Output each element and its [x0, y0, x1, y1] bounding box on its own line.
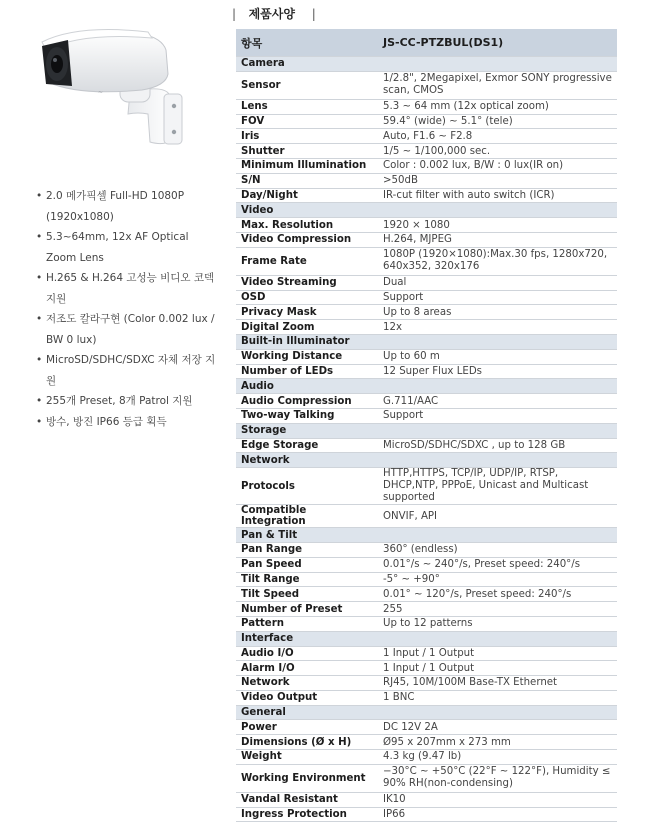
- spec-value: Up to 12 patterns: [378, 616, 617, 631]
- spec-key: Day/Night: [236, 188, 378, 203]
- spec-category-row: [236, 203, 617, 218]
- spec-category-label: Built-in Illuminator: [236, 334, 378, 349]
- spec-table-header: [236, 29, 617, 57]
- spec-table: [236, 29, 617, 822]
- spec-value: RJ45, 10M/100M Base-TX Ethernet: [378, 676, 617, 691]
- feature-item: • 저조도 칼라구현 (Color 0.002 lux / BW 0 lux): [36, 309, 221, 350]
- spec-value: Up to 8 areas: [378, 305, 617, 320]
- spec-value: H.264, MJPEG: [378, 232, 617, 247]
- spec-value: −30°C ~ +50°C (22°F ~ 122°F), Humidity ≤ 90% RH(non-condensing): [378, 764, 617, 792]
- spec-key: Max. Resolution: [236, 218, 378, 233]
- spec-row: [236, 290, 617, 305]
- spec-category-label: Storage: [236, 423, 378, 438]
- header-item-label: 항목: [236, 29, 378, 57]
- spec-value: 12x: [378, 320, 617, 335]
- spec-key: Audio Compression: [236, 394, 378, 409]
- spec-key: Minimum Illumination: [236, 158, 378, 173]
- spec-row: [236, 792, 617, 807]
- spec-category-row: [236, 453, 617, 468]
- spec-key: Number of LEDs: [236, 364, 378, 379]
- spec-key: Pattern: [236, 616, 378, 631]
- spec-key: Audio I/O: [236, 646, 378, 661]
- spec-category-label: Network: [236, 453, 378, 468]
- spec-key: Privacy Mask: [236, 305, 378, 320]
- spec-value: 1 BNC: [378, 690, 617, 705]
- spec-value: IK10: [378, 792, 617, 807]
- spec-category-row: [236, 334, 617, 349]
- spec-row: [236, 616, 617, 631]
- spec-row: [236, 275, 617, 290]
- spec-key: Working Distance: [236, 349, 378, 364]
- spec-row: [236, 173, 617, 188]
- spec-row: [236, 247, 617, 275]
- spec-row: [236, 158, 617, 173]
- spec-category-label: Camera: [236, 57, 378, 72]
- spec-key: Video Streaming: [236, 275, 378, 290]
- spec-value: 360° (endless): [378, 542, 617, 557]
- spec-row: [236, 408, 617, 423]
- spec-value: Color : 0.002 lux, B/W : 0 lux(IR on): [378, 158, 617, 173]
- title-divider-left: |: [232, 7, 237, 21]
- spec-row: [236, 394, 617, 409]
- feature-item: • H.265 & H.264 고성능 비디오 코덱 지원: [36, 268, 221, 309]
- spec-value: [378, 631, 617, 646]
- title-divider-right: |: [311, 7, 316, 21]
- spec-key: Pan Range: [236, 542, 378, 557]
- spec-category-label: Audio: [236, 379, 378, 394]
- spec-value: [378, 57, 617, 72]
- spec-key: FOV: [236, 114, 378, 129]
- spec-key: Edge Storage: [236, 438, 378, 453]
- spec-key: Number of Preset: [236, 602, 378, 617]
- spec-value: Dual: [378, 275, 617, 290]
- spec-category-row: [236, 379, 617, 394]
- spec-category-row: [236, 631, 617, 646]
- spec-value: [378, 334, 617, 349]
- spec-row: [236, 144, 617, 159]
- spec-value: 59.4° (wide) ~ 5.1° (tele): [378, 114, 617, 129]
- spec-value: MicroSD/SDHC/SDXC , up to 128 GB: [378, 438, 617, 453]
- spec-key: Lens: [236, 99, 378, 114]
- spec-value: ONVIF, API: [378, 505, 617, 528]
- spec-value: 1/2.8", 2Megapixel, Exmor SONY progressive scan, CMOS: [378, 71, 617, 99]
- spec-key: Ingress Protection: [236, 807, 378, 822]
- spec-row: [236, 438, 617, 453]
- spec-row: [236, 720, 617, 735]
- spec-row: [236, 505, 617, 528]
- feature-item: • 255개 Preset, 8개 Patrol 지원: [36, 391, 221, 412]
- feature-item: • 방수, 방진 IP66 등급 획득: [36, 412, 221, 433]
- spec-value: [378, 379, 617, 394]
- spec-key: Network: [236, 676, 378, 691]
- spec-row: [236, 542, 617, 557]
- feature-item: • 5.3~64mm, 12x AF Optical Zoom Lens: [36, 227, 221, 268]
- svg-text:~: ~: [98, 89, 104, 96]
- spec-row: [236, 232, 617, 247]
- spec-row: [236, 661, 617, 676]
- spec-value: 4.3 kg (9.47 lb): [378, 750, 617, 765]
- spec-value: HTTP,HTTPS, TCP/IP, UDP/IP, RTSP, DHCP,NTP, PPPoE, Unicast and Multicast supported: [378, 468, 617, 505]
- spec-category-row: [236, 528, 617, 543]
- spec-category-label: Video: [236, 203, 378, 218]
- spec-row: [236, 218, 617, 233]
- spec-value: 0.01°/s ~ 240°/s, Preset speed: 240°/s: [378, 557, 617, 572]
- spec-value: [378, 453, 617, 468]
- spec-value: IR-cut filter with auto switch (ICR): [378, 188, 617, 203]
- spec-row: [236, 690, 617, 705]
- spec-row: [236, 364, 617, 379]
- spec-key: Protocols: [236, 468, 378, 505]
- spec-value: 1080P (1920×1080):Max.30 fps, 1280x720, 640x352, 320x176: [378, 247, 617, 275]
- spec-key: Dimensions (Ø x H): [236, 735, 378, 750]
- spec-value: 1920 × 1080: [378, 218, 617, 233]
- feature-item: • 2.0 메가픽셀 Full-HD 1080P (1920x1080): [36, 186, 221, 227]
- spec-key: Sensor: [236, 71, 378, 99]
- spec-row: [236, 807, 617, 822]
- spec-key: Compatible Integration: [236, 505, 378, 528]
- section-title: [232, 5, 316, 22]
- spec-row: [236, 764, 617, 792]
- spec-key: Pan Speed: [236, 557, 378, 572]
- spec-value: -5° ~ +90°: [378, 572, 617, 587]
- spec-row: [236, 99, 617, 114]
- spec-row: [236, 305, 617, 320]
- spec-key: Vandal Resistant: [236, 792, 378, 807]
- spec-value: Up to 60 m: [378, 349, 617, 364]
- spec-key: Frame Rate: [236, 247, 378, 275]
- spec-value: Ø95 x 207mm x 273 mm: [378, 735, 617, 750]
- spec-key: Working Environment: [236, 764, 378, 792]
- spec-row: [236, 71, 617, 99]
- spec-value: Support: [378, 408, 617, 423]
- spec-row: [236, 735, 617, 750]
- header-model-label: JS-CC-PTZBUL(DS1): [378, 29, 617, 57]
- spec-row: [236, 750, 617, 765]
- spec-category-row: [236, 57, 617, 72]
- feature-item: • MicroSD/SDHC/SDXC 자체 저장 지원: [36, 350, 221, 391]
- spec-key: Digital Zoom: [236, 320, 378, 335]
- spec-value: G.711/AAC: [378, 394, 617, 409]
- spec-key: Video Compression: [236, 232, 378, 247]
- spec-value: 5.3 ~ 64 mm (12x optical zoom): [378, 99, 617, 114]
- spec-value: [378, 203, 617, 218]
- spec-category-label: Pan & Tilt: [236, 528, 378, 543]
- spec-row: [236, 602, 617, 617]
- spec-row: [236, 572, 617, 587]
- spec-key: Tilt Range: [236, 572, 378, 587]
- spec-key: Shutter: [236, 144, 378, 159]
- spec-key: Tilt Speed: [236, 587, 378, 602]
- spec-value: 1 Input / 1 Output: [378, 661, 617, 676]
- spec-category-row: [236, 705, 617, 720]
- camera-product-image: [38, 22, 198, 150]
- feature-list: [36, 186, 221, 432]
- spec-value: 255: [378, 602, 617, 617]
- spec-value: Support: [378, 290, 617, 305]
- spec-key: Weight: [236, 750, 378, 765]
- spec-key: S/N: [236, 173, 378, 188]
- spec-key: Alarm I/O: [236, 661, 378, 676]
- spec-category-label: Interface: [236, 631, 378, 646]
- spec-row: [236, 349, 617, 364]
- spec-row: [236, 320, 617, 335]
- spec-row: [236, 676, 617, 691]
- section-title-text: 제품사양: [248, 7, 295, 21]
- spec-row: [236, 468, 617, 505]
- spec-table-body: [236, 57, 617, 822]
- spec-row: [236, 557, 617, 572]
- spec-value: IP66: [378, 807, 617, 822]
- spec-value: [378, 705, 617, 720]
- spec-key: OSD: [236, 290, 378, 305]
- spec-value: 1/5 ~ 1/100,000 sec.: [378, 144, 617, 159]
- spec-category-label: General: [236, 705, 378, 720]
- spec-row: [236, 587, 617, 602]
- spec-row: [236, 129, 617, 144]
- spec-value: 12 Super Flux LEDs: [378, 364, 617, 379]
- spec-value: DC 12V 2A: [378, 720, 617, 735]
- spec-key: Two-way Talking: [236, 408, 378, 423]
- spec-row: [236, 646, 617, 661]
- spec-value: Auto, F1.6 ~ F2.8: [378, 129, 617, 144]
- spec-value: [378, 423, 617, 438]
- spec-value: [378, 528, 617, 543]
- spec-key: Video Output: [236, 690, 378, 705]
- spec-key: Power: [236, 720, 378, 735]
- spec-value: 1 Input / 1 Output: [378, 646, 617, 661]
- spec-value: 0.01° ~ 120°/s, Preset speed: 240°/s: [378, 587, 617, 602]
- spec-value: >50dB: [378, 173, 617, 188]
- spec-row: [236, 188, 617, 203]
- spec-category-row: [236, 423, 617, 438]
- spec-row: [236, 114, 617, 129]
- spec-key: Iris: [236, 129, 378, 144]
